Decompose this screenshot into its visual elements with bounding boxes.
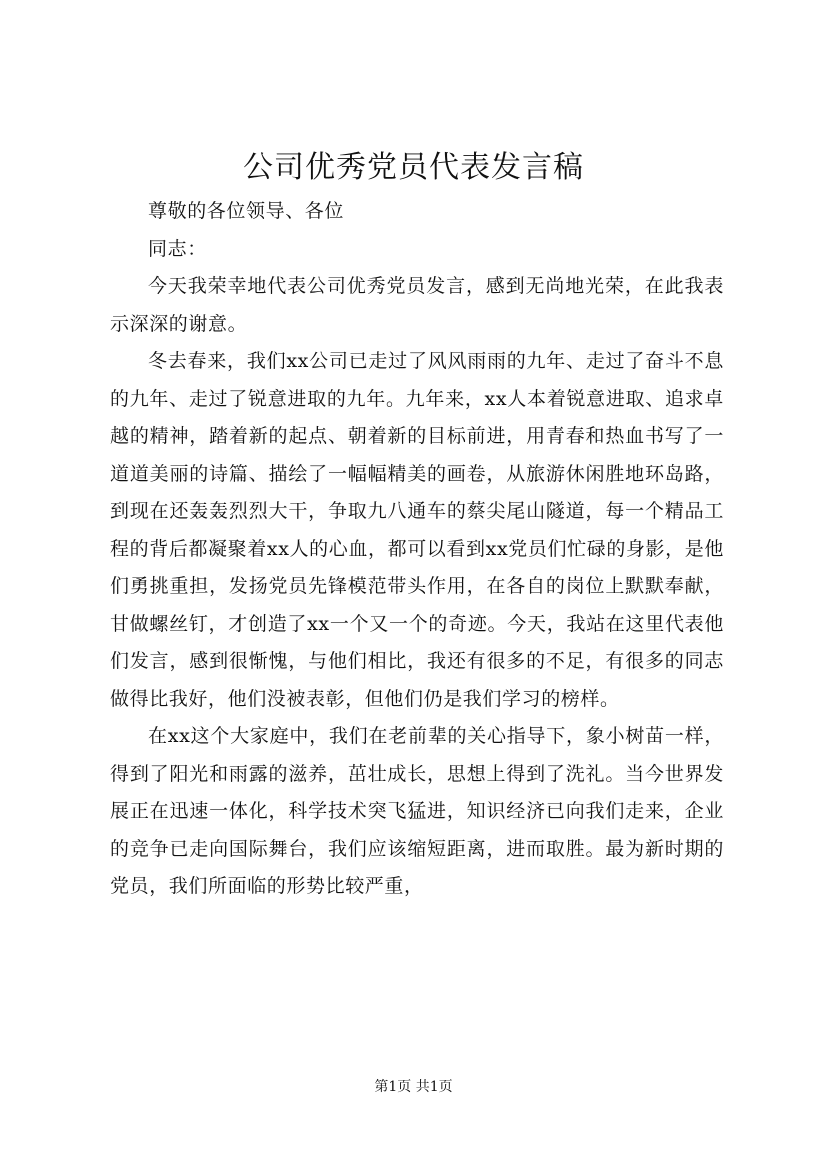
document-body: [110, 193, 724, 906]
paragraph-growth: 在xx这个大家庭中，我们在老前辈的关心指导下，象小树苗一样，得到了阳光和雨露的滋养，茁壮成长，思想上得到了洗礼。当今世界发展正在迅速一体化，科学技术突飞猛进，知识经济已向我们走来，企业的竞争已走向国际舞台，我们应该缩短距离，进而取胜。最为新时期的党员，我们所面临的形势比较严重，: [110, 725, 724, 897]
salutation-line-2: 同志：: [148, 237, 207, 260]
document-title: 公司优秀党员代表发言稿: [243, 150, 584, 185]
salutation-line-1: 尊敬的各位领导、各位: [148, 200, 345, 222]
paragraph-company-history: 冬去春来，我们xx公司已走过了风风雨雨的九年、走过了奋斗不息的九年、走过了锐意进取的九年。九年来，xx人本着锐意进取、追求卓越的精神，踏着新的起点、朝着新的目标前进，用青春和热血书写了一道道美丽的诗篇、描绘了一幅幅精美的画卷，从旅游休闲胜地环岛路，到现在还轰轰烈烈大干，争取九八通车的蔡尖尾山隧道，每一个精品工程的背后都凝聚着xx人的心血，都可以看到xx党员们忙碌的身影，是他们勇挑重担，发扬党员先锋模范带头作用，在各自的岗位上默默奉献，甘做螺丝钉，才创造了xx一个又一个的奇迹。今天，我站在这里代表他们发言，感到很惭愧，与他们相比，我还有很多的不足，有很多的同志做得比我好，他们没被表彰，但他们仍是我们学习的榜样。: [110, 350, 724, 710]
paragraph-opening: 今天我荣幸地代表公司优秀党员发言，感到无尚地光荣，在此我表示深深的谢意。: [110, 275, 724, 335]
page-footer: 第1页 共1页: [374, 1079, 453, 1095]
